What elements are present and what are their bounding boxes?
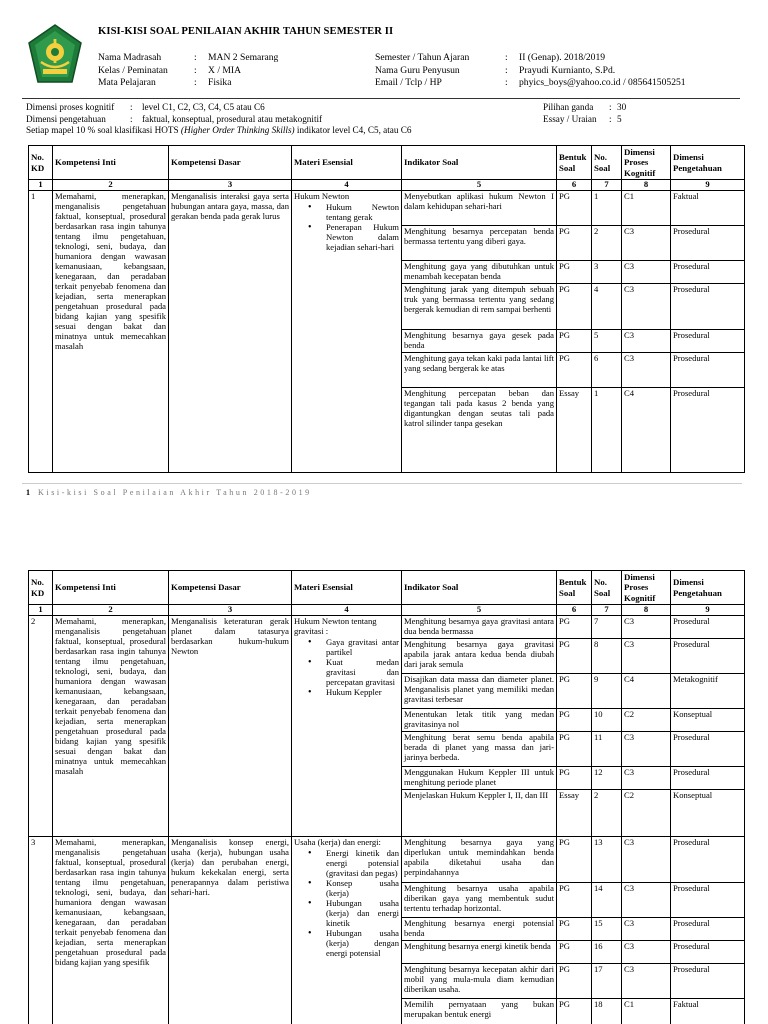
info-label: Mata Pelajaran [98, 77, 156, 89]
no-soal: 2 [594, 789, 599, 800]
no-soal-list [592, 615, 622, 836]
bentuk-soal: PG [557, 284, 591, 330]
hots-note: Setiap mapel 10 % soal klasifikasi HOTS [26, 125, 181, 135]
col-number: 9 [671, 180, 745, 191]
no-soal: 6 [592, 353, 621, 388]
header-dimensi-pengetahuan: Dimensi Pengetahuan [671, 146, 745, 180]
proses-kognitif: C3 [622, 639, 670, 674]
bentuk-soal-list [557, 190, 592, 472]
proses-kognitif: C3 [622, 964, 670, 999]
colon: : [130, 102, 133, 112]
header-kompetensi-dasar: Kompetensi Dasar [169, 571, 292, 605]
materi-title: Hukum Newton tentang gravitasi : [294, 615, 377, 636]
dimensi-pengetahuan: Prosedural [671, 918, 744, 941]
kognitif-list [622, 836, 671, 1024]
materi-esensial [292, 190, 402, 472]
no-soal: 3 [592, 261, 621, 284]
indikator-item: Menghitung gaya yang dibutuhkan untuk menambah kecepatan benda [402, 261, 556, 284]
materi-title: Hukum Newton [294, 190, 350, 201]
indikator-list [402, 836, 557, 1024]
kisi-kisi-table-page-1 [28, 145, 745, 473]
table-row [29, 190, 745, 472]
indikator-item: Menghitung besarnya gaya gravitasi antara dua benda bermassa [402, 616, 556, 639]
col-number: 1 [29, 605, 53, 616]
header-no-soal: No. Soal [592, 571, 622, 605]
bentuk-soal: PG [557, 964, 591, 999]
info-value: X / MIA [208, 64, 242, 76]
header-divider [22, 98, 740, 99]
materi-title: Usaha (kerja) dan energi: [294, 836, 381, 847]
proses-kognitif: C3 [622, 767, 670, 790]
header-kompetensi-inti: Kompetensi Inti [53, 571, 169, 605]
col-number: 5 [402, 180, 557, 191]
materi-item: • Kuat medan gravitasi dan percepatan gravitasi [308, 658, 399, 688]
header-no-kd: No. KD [29, 146, 53, 180]
indikator-item: Menghitung gaya tekan kaki pada lantai lift yang sedang bergerak ke atas [402, 353, 556, 388]
dimensi-pengetahuan: Konseptual [673, 789, 713, 800]
indikator-item: Menghitung besarnya energi kinetik benda [402, 941, 556, 964]
col-number: 7 [592, 605, 622, 616]
kd-number: 2 [29, 615, 53, 836]
info-value: phyics_boys@yahoo.co.id / 085641505251 [519, 77, 686, 89]
bentuk-soal: PG [557, 918, 591, 941]
hots-note-italic: (Higher Order Thinking Skills) [180, 125, 295, 135]
bentuk-soal: PG [557, 226, 591, 261]
materi-item: • Hukum Keppler [308, 688, 399, 698]
no-soal-list [592, 836, 622, 1024]
no-soal: 9 [592, 674, 621, 709]
bentuk-soal-list [557, 615, 592, 836]
col-number: 3 [169, 605, 292, 616]
question-count-notes [543, 102, 626, 125]
materi-item: • Hubungan usaha (kerja) dan energi kinetik [308, 899, 399, 929]
header-no-soal: No. Soal [592, 146, 622, 180]
colon: : [194, 64, 197, 76]
col-number: 7 [592, 180, 622, 191]
no-soal: 2 [592, 226, 621, 261]
indikator-item: Menghitung jarak yang ditempuh sebuah truk yang bermassa tertentu yang sedang bergerak kemudian di rem sampai berhenti [402, 284, 556, 330]
materi-esensial [292, 615, 402, 836]
no-soal: 14 [592, 883, 621, 918]
info-value: II (Genap). 2018/2019 [519, 52, 606, 63]
indikator-item: Menghitung percepatan beban dan tegangan tali pada kasus 2 benda yang digantungkan dengan seutas tali pada katrol silinder tanpa gesekan [404, 387, 554, 428]
indikator-item: Disajikan data massa dan diameter planet. Menganalisis planet yang memiliki medan gravitasi terbesar [402, 674, 556, 709]
dimensi-pengetahuan: Prosedural [671, 883, 744, 918]
indikator-item: Menyebutkan aplikasi hukum Newton I dalam kehidupan sehari-hari [402, 191, 556, 226]
col-number: 9 [671, 605, 745, 616]
colon: : [194, 52, 197, 63]
col-number: 2 [53, 180, 169, 191]
header-dimensi-proses-kognitif: Dimensi Proses Kognitif [622, 571, 671, 605]
kd-number: 1 [29, 190, 53, 472]
document-title: KISI-KISI SOAL PENILAIAN AKHIR TAHUN SEMESTER II [98, 26, 394, 37]
bentuk-soal: PG [557, 261, 591, 284]
table-row [29, 836, 745, 1024]
no-soal: 1 [594, 387, 599, 398]
header-indikator-soal: Indikator Soal [402, 571, 557, 605]
kompetensi-dasar: Menganalisis keteraturan gerak planet dalam tatasurya berdasarkan hukum-hukum Newton [169, 615, 292, 836]
bentuk-soal: PG [559, 998, 570, 1009]
dimensi-pengetahuan: Prosedural [671, 941, 744, 964]
proses-kognitif: C3 [622, 883, 670, 918]
dim-label: Dimensi proses kognitif [26, 102, 115, 112]
no-soal: 15 [592, 918, 621, 941]
materi-item: • Hubungan usaha (kerja) dengan energi potensial [308, 929, 399, 959]
bentuk-soal-list [557, 836, 592, 1024]
info-label: Kelas / Peminatan [98, 64, 168, 76]
dimensi-pengetahuan: Prosedural [671, 284, 744, 330]
pengetahuan-list [671, 615, 745, 836]
dimensi-pengetahuan: Metakognitif [671, 674, 744, 709]
essay-label: Essay / Uraian [543, 113, 597, 124]
no-soal: 16 [592, 941, 621, 964]
col-number: 3 [169, 180, 292, 191]
bentuk-soal: PG [557, 616, 591, 639]
info-value: Prayudi Kurnianto, S.Pd. [519, 64, 616, 76]
indikator-item: Menghitung besarnya gaya gravitasi apabila jarak antara kedua benda diubah dari jarak semula [402, 639, 556, 674]
no-soal: 7 [592, 616, 621, 639]
header-info-right [375, 52, 686, 90]
indikator-item: Memilih pernyataan yang bukan merupakan bentuk energi [404, 998, 554, 1019]
colon: : [505, 77, 508, 89]
dimensi-pengetahuan: Prosedural [671, 964, 744, 999]
proses-kognitif: C3 [622, 226, 670, 261]
proses-kognitif: C3 [622, 284, 670, 330]
pg-label: Pilihan ganda [543, 102, 594, 112]
dimensi-pengetahuan: Prosedural [671, 767, 744, 790]
dimensi-pengetahuan: Prosedural [671, 261, 744, 284]
dimensi-pengetahuan: Prosedural [673, 387, 710, 398]
pg-value: 30 [617, 102, 627, 112]
indikator-item: Menggunakan Hukum Keppler III untuk menghitung periode planet [402, 767, 556, 790]
no-soal: 5 [592, 330, 621, 353]
proses-kognitif: C3 [622, 732, 670, 767]
materi-item: • Hukum Newton tentang gerak [308, 203, 399, 223]
info-label: Nama Madrasah [98, 52, 162, 63]
header-dimensi-pengetahuan: Dimensi Pengetahuan [671, 571, 745, 605]
kompetensi-inti: Memahami, menerapkan, menganalisis pengetahuan faktual, konseptual, prosedural berdasarkan rasa ingin tahunya tentang ilmu pengetahuan, teknologi, seni, budaya, dan humaniora dengan wawasan kemanusiaan, kebangsaan, kenegaraan, dan peradaban terkait penyebab fenomena dan kejadian, serta menerapkan pengetahuan prosedural pada bidang kajian yang spesifik [53, 836, 169, 1024]
info-label: Nama Guru Penyusun [375, 64, 460, 76]
colon: : [505, 64, 508, 76]
header-materi-esensial: Materi Esensial [292, 146, 402, 180]
bentuk-soal: PG [557, 709, 591, 732]
bentuk-soal: PG [557, 732, 591, 767]
proses-kognitif: C3 [622, 330, 670, 353]
no-soal: 8 [592, 639, 621, 674]
dimensi-pengetahuan: Prosedural [671, 226, 744, 261]
dim-value: faktual, konseptual, prosedural atau metakognitif [142, 113, 323, 124]
indikator-item: Menentukan letak titik yang medan gravitasinya nol [402, 709, 556, 732]
no-soal: 10 [592, 709, 621, 732]
proses-kognitif: C3 [622, 353, 670, 388]
proses-kognitif: C4 [624, 387, 635, 398]
dimensi-pengetahuan: Prosedural [671, 353, 744, 388]
dimensi-pengetahuan: Konseptual [671, 709, 744, 732]
proses-kognitif: C3 [622, 941, 670, 964]
colon: : [505, 52, 508, 63]
materi-esensial [292, 836, 402, 1024]
no-soal: 17 [592, 964, 621, 999]
materi-item: • Konsep usaha (kerja) [308, 879, 399, 899]
no-soal: 11 [592, 732, 621, 767]
proses-kognitif: C2 [624, 789, 635, 800]
header-kompetensi-dasar: Kompetensi Dasar [169, 146, 292, 180]
indikator-item: Menghitung besarnya gaya gesek pada benda [402, 330, 556, 353]
kemenag-logo [26, 24, 84, 86]
dimension-notes [26, 102, 412, 137]
kompetensi-dasar: Menganalisis konsep energi, usaha (kerja), hubungan usaha (kerja) dan perubahan energi, hukum kekekalan energi, serta penerapannya dalam peristiwa sehari-hari. [169, 836, 292, 1024]
page-number: 1 [26, 488, 30, 497]
table-row [29, 615, 745, 836]
col-number: 1 [29, 180, 53, 191]
bentuk-soal: PG [557, 353, 591, 388]
header-no-kd: No. KD [29, 571, 53, 605]
bentuk-soal: Essay [559, 387, 580, 398]
dimensi-pengetahuan: Prosedural [671, 732, 744, 767]
colon: : [609, 102, 612, 112]
bentuk-soal: PG [557, 883, 591, 918]
dimensi-pengetahuan: Prosedural [671, 639, 744, 674]
bentuk-soal: PG [557, 767, 591, 790]
dimensi-pengetahuan: Faktual [673, 998, 699, 1009]
materi-item: • Energi kinetik dan energi potensial (gravitasi dan pegas) [308, 849, 399, 879]
indikator-item: Menjelaskan Hukum Keppler I, II, dan III [404, 789, 549, 800]
footer-divider [22, 483, 742, 484]
info-value: MAN 2 Semarang [208, 52, 279, 63]
colon: : [194, 77, 197, 89]
pengetahuan-list [671, 836, 745, 1024]
proses-kognitif: C1 [624, 998, 635, 1009]
col-number: 6 [557, 180, 592, 191]
indikator-item: Menghitung besarnya energi potensial benda [402, 918, 556, 941]
col-number: 6 [557, 605, 592, 616]
pengetahuan-list [671, 190, 745, 472]
info-label: Semester / Tahun Ajaran [375, 52, 470, 63]
dimensi-pengetahuan: Prosedural [671, 616, 744, 639]
kompetensi-inti: Memahami, menerapkan, menganalisis pengetahuan faktual, konseptual, prosedural berdasarkan rasa ingin tahunya tentang ilmu pengetahuan, teknologi, seni, budaya, dan humaniora dengan wawasan kemanusiaan, kebangsaan, kenegaraan, dan peradaban terkait penyebab fenomena dan kejadian, serta menerapkan pengetahuan prosedural pada bidang kajian yang spesifik sesuai dengan bakat dan minatnya untuk memecahkan masalah [53, 615, 169, 836]
materi-item: • Gaya gravitasi antar partikel [308, 638, 399, 658]
kompetensi-inti: Memahami, menerapkan, menganalisis pengetahuan faktual, konseptual, prosedural berdasarkan rasa ingin tahunya tentang ilmu pengetahuan, teknologi, seni, budaya, dan humaniora dengan wawasan kemanusiaan, kebangsaan, kenegaraan, dan peradaban terkait penyebab fenomena dan kejadian, serta menerapkan pengetahuan prosedural pada bidang kajian yang spesifik sesuai dengan bakat dan minatnya untuk memecahkan masalah [53, 190, 169, 472]
col-number: 4 [292, 180, 402, 191]
no-soal: 13 [592, 837, 621, 883]
materi-item: • Penerapan Hukum Newton dalam kejadian sehari-hari [308, 223, 399, 253]
dimensi-pengetahuan: Faktual [671, 191, 744, 226]
proses-kognitif: C3 [622, 837, 670, 883]
info-label: Email / Tclp / HP [375, 77, 442, 89]
no-soal: 1 [592, 191, 621, 226]
header-materi-esensial: Materi Esensial [292, 571, 402, 605]
col-number: 8 [622, 180, 671, 191]
indikator-item: Menghitung besarnya gaya yang diperlukan untuk memindahkan benda apabila diketahui usaha dan perpindahannya [402, 837, 556, 883]
hots-note-end: indikator level C4, C5, atau C6 [294, 125, 412, 135]
essay-value: 5 [617, 113, 622, 124]
indikator-item: Menghitung besarnya percepatan benda bermassa tertentu yang diberi gaya. [402, 226, 556, 261]
proses-kognitif: C4 [622, 674, 670, 709]
colon: : [609, 113, 612, 124]
indikator-item: Menghitung besarnya kecepatan akhir dari mobil yang mula-mula diam kemudian diberikan usaha. [402, 964, 556, 999]
kisi-kisi-table-page-2 [28, 570, 745, 1024]
proses-kognitif: C1 [622, 191, 670, 226]
col-number: 4 [292, 605, 402, 616]
col-number: 8 [622, 605, 671, 616]
no-soal: 12 [592, 767, 621, 790]
header-bentuk-soal: Bentuk Soal [557, 571, 592, 605]
indikator-item: Menghitung berat semu benda apabila berada di planet yang massa dan jari-jarinya berbeda. [402, 732, 556, 767]
indikator-list [402, 615, 557, 836]
header-info-left [98, 52, 278, 90]
proses-kognitif: C3 [622, 261, 670, 284]
kognitif-list [622, 190, 671, 472]
col-number: 5 [402, 605, 557, 616]
bentuk-soal: PG [557, 330, 591, 353]
colon: : [130, 113, 133, 124]
info-value: Fisika [208, 77, 232, 89]
dim-value: level C1, C2, C3, C4, C5 atau C6 [142, 102, 265, 112]
bentuk-soal: PG [557, 837, 591, 883]
header-bentuk-soal: Bentuk Soal [557, 146, 592, 180]
indikator-item: Menghitung besarnya usaha apabila diberikan gaya yang membentuk sudut tertentu terhadap horizontal. [402, 883, 556, 918]
dimensi-pengetahuan: Prosedural [671, 330, 744, 353]
header-dimensi-proses-kognitif: Dimensi Proses Kognitif [622, 146, 671, 180]
kognitif-list [622, 615, 671, 836]
indikator-list [402, 190, 557, 472]
header-kompetensi-inti: Kompetensi Inti [53, 146, 169, 180]
no-soal: 18 [594, 998, 603, 1009]
footer-text: Kisi-kisi Soal Penilaian Akhir Tahun 2018-2019 [38, 488, 312, 497]
bentuk-soal: PG [557, 941, 591, 964]
no-soal-list [592, 190, 622, 472]
proses-kognitif: C3 [622, 918, 670, 941]
header-indikator-soal: Indikator Soal [402, 146, 557, 180]
bentuk-soal: PG [557, 674, 591, 709]
bentuk-soal: Essay [559, 789, 580, 800]
kd-number: 3 [29, 836, 53, 1024]
proses-kognitif: C2 [622, 709, 670, 732]
proses-kognitif: C3 [622, 616, 670, 639]
no-soal: 4 [592, 284, 621, 330]
kompetensi-dasar: Menganalisis interaksi gaya serta hubungan antara gaya, massa, dan gerakan benda pada gerak lurus [169, 190, 292, 472]
bentuk-soal: PG [557, 191, 591, 226]
page-footer [26, 488, 312, 497]
dimensi-pengetahuan: Prosedural [671, 837, 744, 883]
dim-label: Dimensi pengetahuan [26, 113, 106, 124]
bentuk-soal: PG [557, 639, 591, 674]
col-number: 2 [53, 605, 169, 616]
